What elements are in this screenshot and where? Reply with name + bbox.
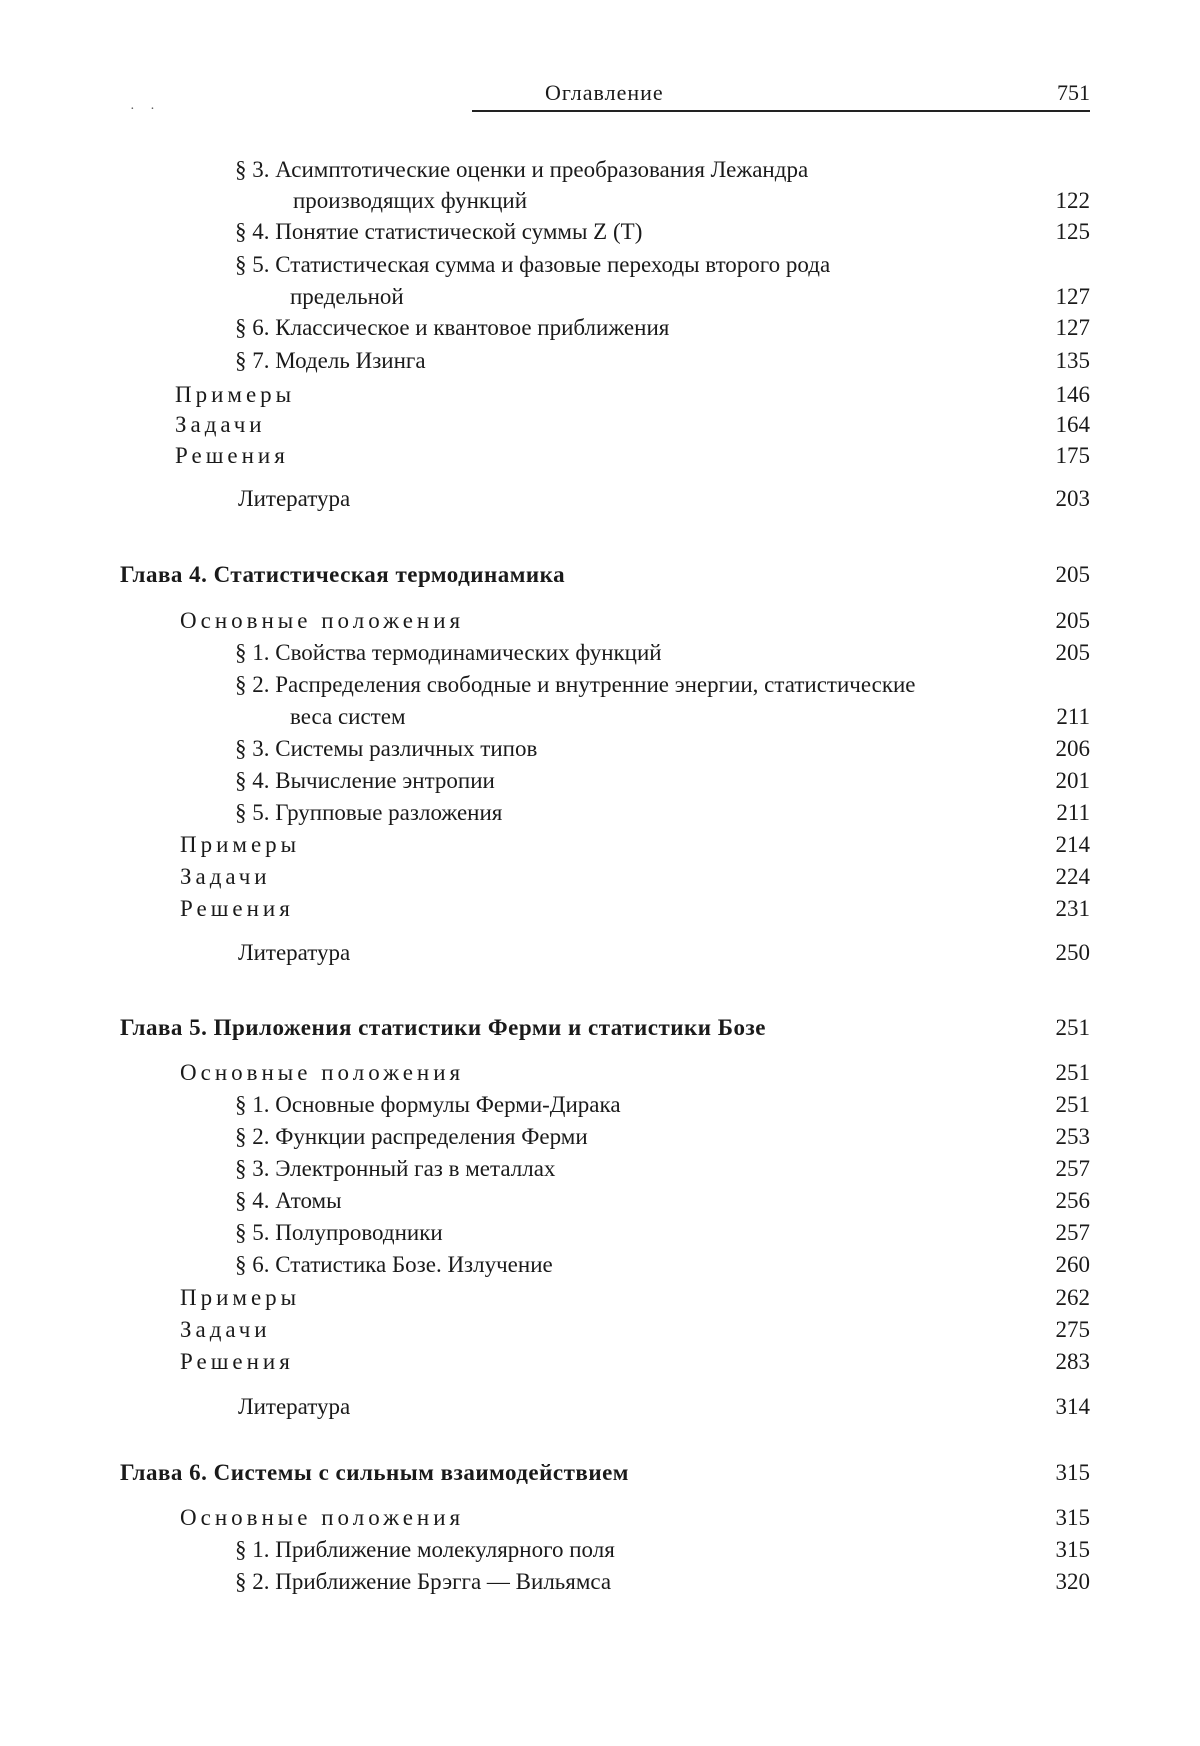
toc-entry-page: 283	[1055, 1349, 1090, 1374]
toc-entry-title: Задачи	[175, 412, 266, 437]
toc-entry-title: § 6. Классическое и квантовое приближения	[235, 315, 670, 340]
toc-entry-title: Основные положения	[180, 1505, 465, 1530]
toc-entry-page: 164	[1055, 412, 1090, 437]
toc-entry-page: 125	[1055, 219, 1090, 244]
toc-entry-page: 203	[1055, 486, 1090, 511]
toc-entry-page: 320	[1055, 1569, 1090, 1594]
toc-entry-title: Задачи	[180, 864, 271, 889]
toc-entry-title: § 3. Системы различных типов	[235, 736, 538, 761]
toc-entry-page: 260	[1055, 1252, 1090, 1277]
toc-entry-page: 211	[1056, 800, 1090, 825]
toc-entry-title: Решения	[175, 443, 289, 468]
header-title: Оглавление	[545, 80, 664, 105]
toc-entry-title: Глава 4. Статистическая термодинамика	[120, 562, 566, 587]
toc-entry-title: § 3. Асимптотические оценки и преобразования Лежандра	[235, 157, 809, 182]
toc-entry-title: § 7. Модель Изинга	[235, 348, 426, 373]
toc-entry-title: § 2. Приближение Брэгга — Вильямса	[235, 1569, 612, 1594]
toc-entry-page: 315	[1055, 1537, 1090, 1562]
toc-entry-title: Решения	[180, 896, 294, 921]
toc-entry-title: Основные положения	[180, 1060, 465, 1085]
toc-entry-title: § 5. Статистическая сумма и фазовые переходы второго рода	[235, 252, 831, 277]
toc-entry-page: 257	[1055, 1220, 1090, 1245]
toc-entry-title: предельной	[290, 284, 404, 309]
toc-entry-title: Глава 6. Системы с сильным взаимодействием	[120, 1460, 629, 1485]
toc-entry-page: 224	[1055, 864, 1090, 889]
toc-entry-page: 253	[1055, 1124, 1090, 1149]
toc-entry-title: § 4. Понятие статистической суммы Z (T)	[235, 219, 643, 244]
toc-entry-page: 315	[1055, 1460, 1090, 1485]
toc-entry-title: § 2. Распределения свободные и внутренние энергии, статистические	[235, 672, 916, 697]
toc-entry-page: 205	[1055, 562, 1090, 587]
toc-entry-page: 250	[1055, 940, 1090, 965]
toc-entry-title: Литература	[238, 486, 351, 511]
toc-entry-page: 205	[1055, 640, 1090, 665]
toc-entry-title: § 1. Основные формулы Ферми-Дирака	[235, 1092, 621, 1117]
toc-entry-page: 275	[1055, 1317, 1090, 1342]
toc-entry-page: 201	[1055, 768, 1090, 793]
header-marks: · ·	[130, 102, 161, 117]
toc-entry-page: 135	[1055, 348, 1090, 373]
toc-entry-title: Литература	[238, 1394, 351, 1419]
toc-entry-page: 315	[1055, 1505, 1090, 1530]
toc-entry-page: 314	[1055, 1394, 1090, 1419]
toc-entry-page: 231	[1055, 896, 1090, 921]
toc-entry-title: § 5. Групповые разложения	[235, 800, 503, 825]
toc-entry-title: § 1. Приближение молекулярного поля	[235, 1537, 615, 1562]
toc-entry-page: 127	[1055, 284, 1090, 309]
toc-entry-title: § 6. Статистика Бозе. Излучение	[235, 1252, 553, 1277]
toc-entry-title: Решения	[180, 1349, 294, 1374]
toc-entry-title: § 4. Вычисление энтропии	[235, 768, 495, 793]
toc-entry-title: Примеры	[180, 832, 301, 857]
toc-entry-title: § 1. Свойства термодинамических функций	[235, 640, 662, 665]
toc-entry-title: Основные положения	[180, 608, 465, 633]
toc-entry-title: Глава 5. Приложения статистики Ферми и статистики Бозе	[120, 1015, 766, 1040]
toc-entry-title: § 2. Функции распределения Ферми	[235, 1124, 588, 1149]
toc-entry-title: производящих функций	[293, 188, 528, 213]
toc-entry-title: Литература	[238, 940, 351, 965]
toc-entry-title: веса систем	[290, 704, 406, 729]
toc-entry-title: Примеры	[175, 382, 296, 407]
toc-entry-title: Задачи	[180, 1317, 271, 1342]
toc-entry-page: 206	[1055, 736, 1090, 761]
toc-entry-title: § 5. Полупроводники	[235, 1220, 443, 1245]
toc-entry-page: 257	[1055, 1156, 1090, 1181]
toc-entry-page: 251	[1055, 1092, 1090, 1117]
toc-entry-page: 175	[1055, 443, 1090, 468]
toc-entry-title: § 4. Атомы	[235, 1188, 342, 1213]
toc-entry-page: 214	[1055, 832, 1090, 857]
toc-entry-page: 127	[1055, 315, 1090, 340]
toc-entry-title: Примеры	[180, 1285, 301, 1310]
toc-entry-page: 146	[1055, 382, 1090, 407]
toc-entry-title: § 3. Электронный газ в металлах	[235, 1156, 556, 1181]
toc-entry-page: 211	[1056, 704, 1090, 729]
toc-entry-page: 251	[1055, 1060, 1090, 1085]
header-page-number: 751	[1057, 80, 1090, 105]
toc-entry-page: 256	[1055, 1188, 1090, 1213]
toc-entry-page: 205	[1055, 608, 1090, 633]
toc-entry-page: 122	[1055, 188, 1090, 213]
toc-entry-page: 251	[1055, 1015, 1090, 1040]
toc-entry-page: 262	[1055, 1285, 1090, 1310]
